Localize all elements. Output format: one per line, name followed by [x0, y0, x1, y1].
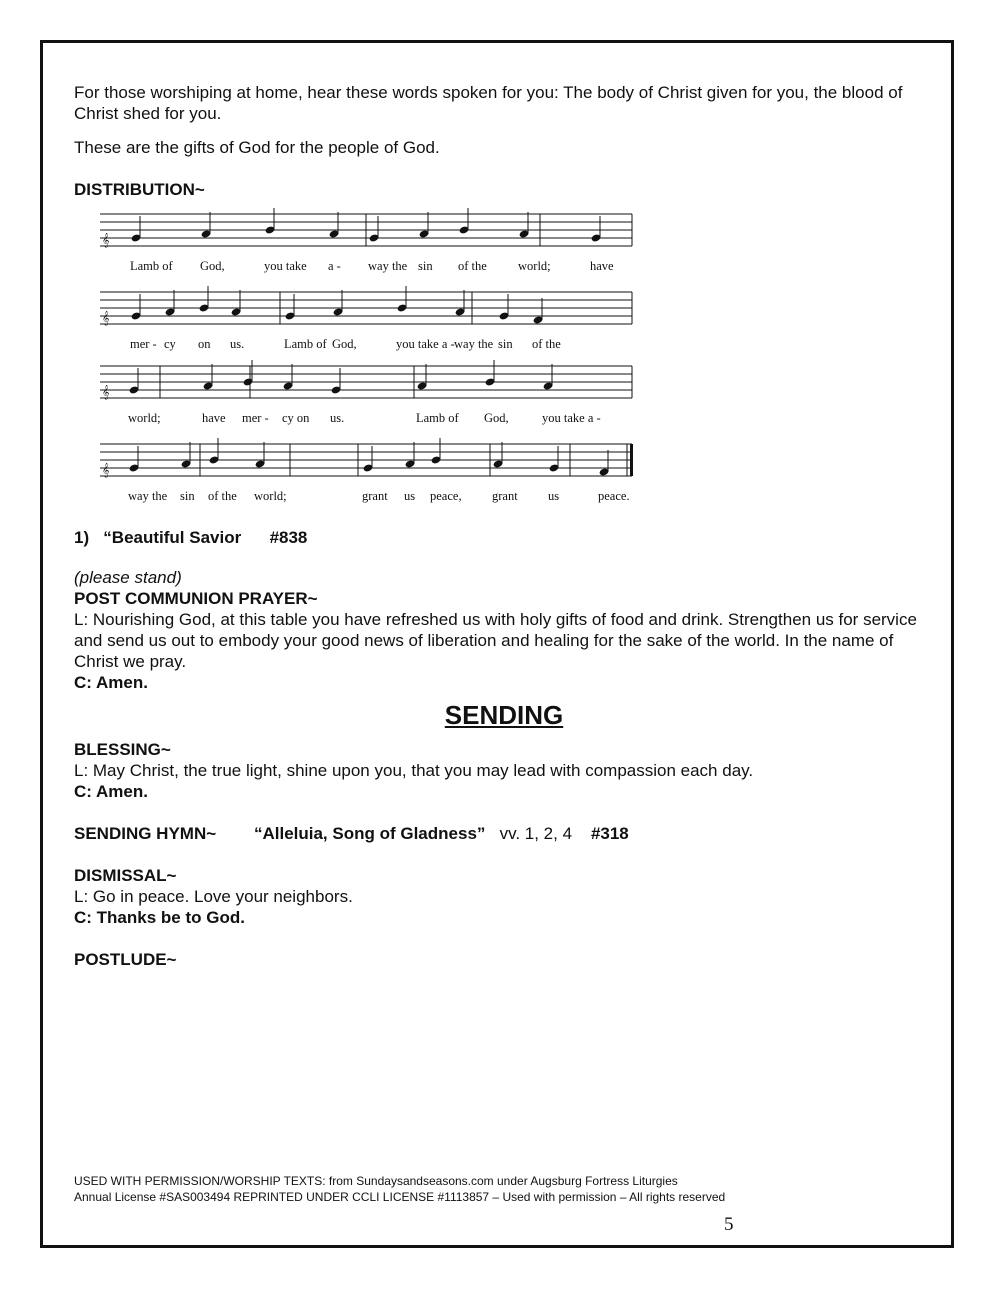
- distribution-heading: DISTRIBUTION~: [74, 180, 205, 199]
- gifts-text: These are the gifts of God for the people of God.: [74, 138, 440, 157]
- lyric-syllable: of the: [532, 337, 561, 351]
- lyric-syllable: have: [202, 411, 226, 425]
- sending-title: SENDING: [444, 700, 564, 730]
- lyric-syllable: cy: [164, 337, 176, 351]
- lyric-syllable: us: [404, 489, 416, 503]
- post-communion-heading: POST COMMUNION PRAYER~: [74, 589, 318, 608]
- lyric-syllable: sin: [418, 259, 433, 273]
- stand-instruction: (please stand): [74, 568, 182, 587]
- hymn-title: “Beautiful Savior: [103, 528, 242, 547]
- lyric-syllable: mer -: [130, 337, 157, 351]
- dismissal-leader: L: Go in peace. Love your neighbors.: [74, 887, 353, 906]
- blessing-leader: L: May Christ, the true light, shine upon you, that you may lead with compassion each day.: [74, 761, 754, 780]
- lyric-syllable: peace.: [598, 489, 630, 503]
- lyric-syllable: on: [198, 337, 211, 351]
- lamb-of-god-music-score: [100, 206, 670, 514]
- lyric-syllable: a -: [328, 259, 341, 273]
- lyric-syllable: you take a -: [542, 411, 601, 425]
- footer-line-2: Annual License #SAS003494 REPRINTED UNDER CCLI LICENSE #1113857 – Used with permission – All rights reserved: [74, 1190, 726, 1204]
- lyric-syllable: peace,: [430, 489, 462, 503]
- lyric-syllable: God,: [200, 259, 225, 273]
- hymn-number: #838: [269, 528, 308, 547]
- permission-footer: [74, 1173, 725, 1205]
- bulletin-content: [74, 82, 934, 970]
- lyric-syllable: sin: [180, 489, 195, 503]
- lyric-syllable: of the: [208, 489, 237, 503]
- lyric-syllable: God,: [332, 337, 357, 351]
- lyric-syllable: mer -: [242, 411, 269, 425]
- sending-hymn-number: #318: [590, 824, 629, 843]
- blessing-response: C: Amen.: [74, 782, 148, 801]
- lyric-syllable: Lamb of: [416, 411, 459, 425]
- lyric-syllable: you take a -: [396, 337, 455, 351]
- lyric-syllable: you take: [264, 259, 307, 273]
- lyric-syllable: way the: [128, 489, 168, 503]
- lyric-syllable: us.: [330, 411, 345, 425]
- lyric-syllable: grant: [362, 489, 388, 503]
- lyric-syllable: way the: [454, 337, 494, 351]
- postlude-heading: POSTLUDE~: [74, 950, 177, 969]
- dismissal-heading: DISMISSAL~: [74, 866, 177, 885]
- home-worship-text: For those worshiping at home, hear these words spoken for you: The body of Christ given for you, the blood of Christ shed for you.: [74, 83, 903, 123]
- lyric-syllable: world;: [254, 489, 287, 503]
- treble-clef-icon: 𝄞: [102, 311, 110, 325]
- lyric-syllable: world;: [518, 259, 551, 273]
- treble-clef-icon: 𝄞: [102, 463, 110, 477]
- lyric-syllable: world;: [128, 411, 161, 425]
- footer-line-1: USED WITH PERMISSION/WORSHIP TEXTS: from Sundaysandseasons.com under Augsburg Fortress Liturgies: [74, 1174, 678, 1188]
- post-communion-leader: L: Nourishing God, at this table you have refreshed us with holy gifts of food and drink. Strengthen us for service and send us out to embody your good news of liberation and healing for the sake of the world. In the name of Christ we pray.: [74, 610, 917, 671]
- treble-clef-icon: 𝄞: [102, 385, 110, 399]
- hymn-number-label: 1): [74, 528, 90, 547]
- lyric-syllable: Lamb of: [284, 337, 327, 351]
- blessing-heading: BLESSING~: [74, 740, 171, 759]
- dismissal-response: C: Thanks be to God.: [74, 908, 245, 927]
- lyric-syllable: us: [548, 489, 560, 503]
- page-number: 5: [724, 1214, 734, 1235]
- sending-hymn: [74, 823, 934, 844]
- post-communion-response: C: Amen.: [74, 673, 148, 692]
- lyric-syllable: sin: [498, 337, 513, 351]
- sending-hymn-heading: SENDING HYMN~: [74, 824, 217, 843]
- sending-hymn-verses: vv. 1, 2, 4: [499, 824, 573, 843]
- lyric-syllable: us.: [230, 337, 245, 351]
- lyric-syllable: of the: [458, 259, 487, 273]
- distribution-hymn: [74, 527, 934, 548]
- lyric-syllable: have: [590, 259, 614, 273]
- lyric-syllable: God,: [484, 411, 509, 425]
- lyric-syllable: way the: [368, 259, 408, 273]
- lyric-syllable: cy on: [282, 411, 310, 425]
- lyric-syllable: grant: [492, 489, 518, 503]
- final-bar-line: [630, 444, 633, 476]
- lyric-syllable: Lamb of: [130, 259, 173, 273]
- sending-hymn-title: “Alleluia, Song of Gladness”: [253, 824, 486, 843]
- treble-clef-icon: 𝄞: [102, 233, 110, 247]
